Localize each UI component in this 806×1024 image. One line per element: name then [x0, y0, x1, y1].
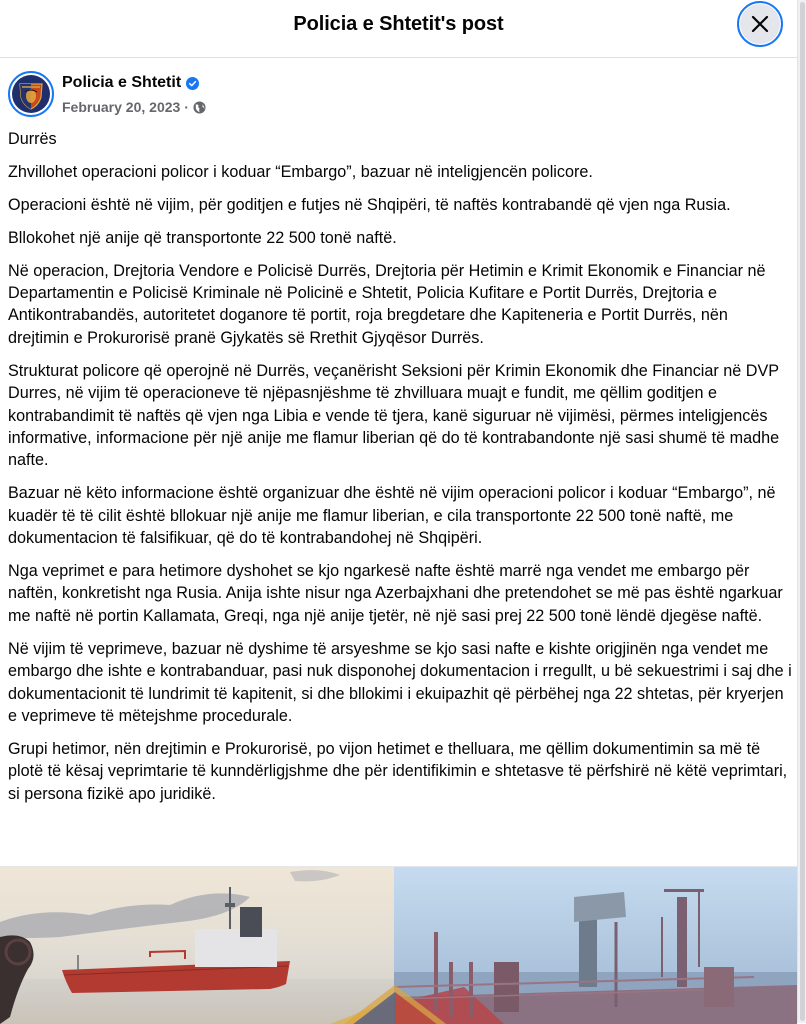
deck-photo-image: [394, 867, 797, 1024]
post-paragraph: Në vijim të veprimeve, bazuar në dyshime të arsyeshme se kjo sasi nafte e kishte origjinën nga vendet me embargo dhe ishte e kontrabanduar, pasi nuk disponohej dokumentacion i rregullt, u bë sekuestrimi i saj dhe i dokumentacionit të lundrimit të kapitenit, si dhe bllokimi i ekuipazhit që përbëhej nga 22 shtetas, për kryerjen e veprimeve të mëtejshme procedurale.: [8, 639, 792, 725]
post-header: [8, 71, 708, 117]
post-paragraph: Operacioni është në vijim, për goditjen e futjes në Shqipëri, të naftës kontrabandë që vjen nga Rusia.: [8, 195, 731, 214]
post-text: [8, 128, 793, 816]
dialog-title: Policia e Shtetit's post: [293, 13, 504, 35]
meta-separator: ·: [184, 99, 189, 115]
police-shield-logo-icon: [10, 73, 52, 115]
post-paragraph: Nga veprimet e para hetimore dyshohet se kjo ngarkesë nafte është marrë nga vendet me embargo për naftën, konkretisht nga Rusia. Anija ishte nisur nga Azerbajxhani dhe pretendohet se më pas është ngarkuar me naftë në portin Kallamata, Greqi, nga një anije tjetër, në një sasi prej 22 500 tonë lëndë djegëse naftë.: [8, 562, 783, 625]
photo-tanker-deck[interactable]: [394, 867, 797, 1024]
author-name-link[interactable]: Policia e Shtetit: [62, 74, 182, 91]
scrollbar-thumb[interactable]: [800, 2, 805, 1021]
post-paragraph: Grupi hetimor, nën drejtimin e Prokurorisë, po vijon hetimet e thelluara, me qëllim dokumentimin sa më të plotë të kësaj veprimtarie të kunndërligjshme dhe për identifikimin e shtetasve të përfshirë në këtë veprimtari, si persona fizikë apo juridikë.: [8, 739, 788, 803]
close-button[interactable]: [737, 1, 783, 47]
post-photos: [0, 866, 797, 1024]
post-paragraph: Durrës: [8, 130, 57, 148]
globe-icon[interactable]: [193, 101, 206, 114]
tanker-photo-image: [0, 867, 394, 1024]
scrollbar[interactable]: [797, 0, 806, 1023]
author-name: [62, 74, 199, 92]
verified-badge-icon: [186, 77, 199, 90]
post-paragraph: Në operacion, Drejtoria Vendore e Policisë Durrës, Drejtoria për Hetimin e Krimit Ekonomik e Financiar në Departamentin e Policisë Kriminale në Policinë e Shtetit, Policia Kufitare e Portit Durrës, Drejtoria e Antikontrabandës, autoritetet doganore të portit, roja bregdetare dhe Kapiteneria e Portit Durrës, nën drejtimin e Prokurorisë pranë Gjykatës së Rrethit Gjyqësor Durrës.: [8, 261, 766, 347]
post-paragraph: Strukturat policore që operojnë në Durrës, veçanërisht Seksioni për Krimin Ekonomik dhe Financiar në DVP Durres, në vijim të operacioneve të njëpasnjëshme të zhvilluara muajt e fundit, me qëllim goditjen e kontrabandimit të naftës që vjen nga Libia e vende të tjera, kanë siguruar në vijimësi, përmes inteligjencës informative, informacione për një anije me flamur liberian që do të kontrabandonte një sasi shumë të madhe nafte.: [8, 361, 780, 470]
close-icon: [751, 15, 769, 33]
post-paragraph: Zhvillohet operacioni policor i koduar “Embargo”, bazuar në inteligjencën policore.: [8, 162, 593, 181]
post-paragraph: Bazuar në këto informacione është organizuar dhe është në vijim operacioni policor i koduar “Embargo”, në kuadër të të cilit është bllokuar një anije me flamur liberian, e cila transportonte 22 500 tonë naftë, me dokumentacion të falsifikuar, që do të kontrabandohej në Shqipëri.: [8, 484, 776, 548]
dialog-header: [0, 0, 797, 58]
avatar[interactable]: [8, 71, 54, 117]
post-date[interactable]: February 20, 2023: [62, 99, 181, 115]
post-meta: [62, 99, 206, 115]
post-paragraph: Bllokohet një anije që transportonte 22 500 tonë naftë.: [8, 228, 397, 247]
photo-tanker-at-sea[interactable]: [0, 867, 394, 1024]
